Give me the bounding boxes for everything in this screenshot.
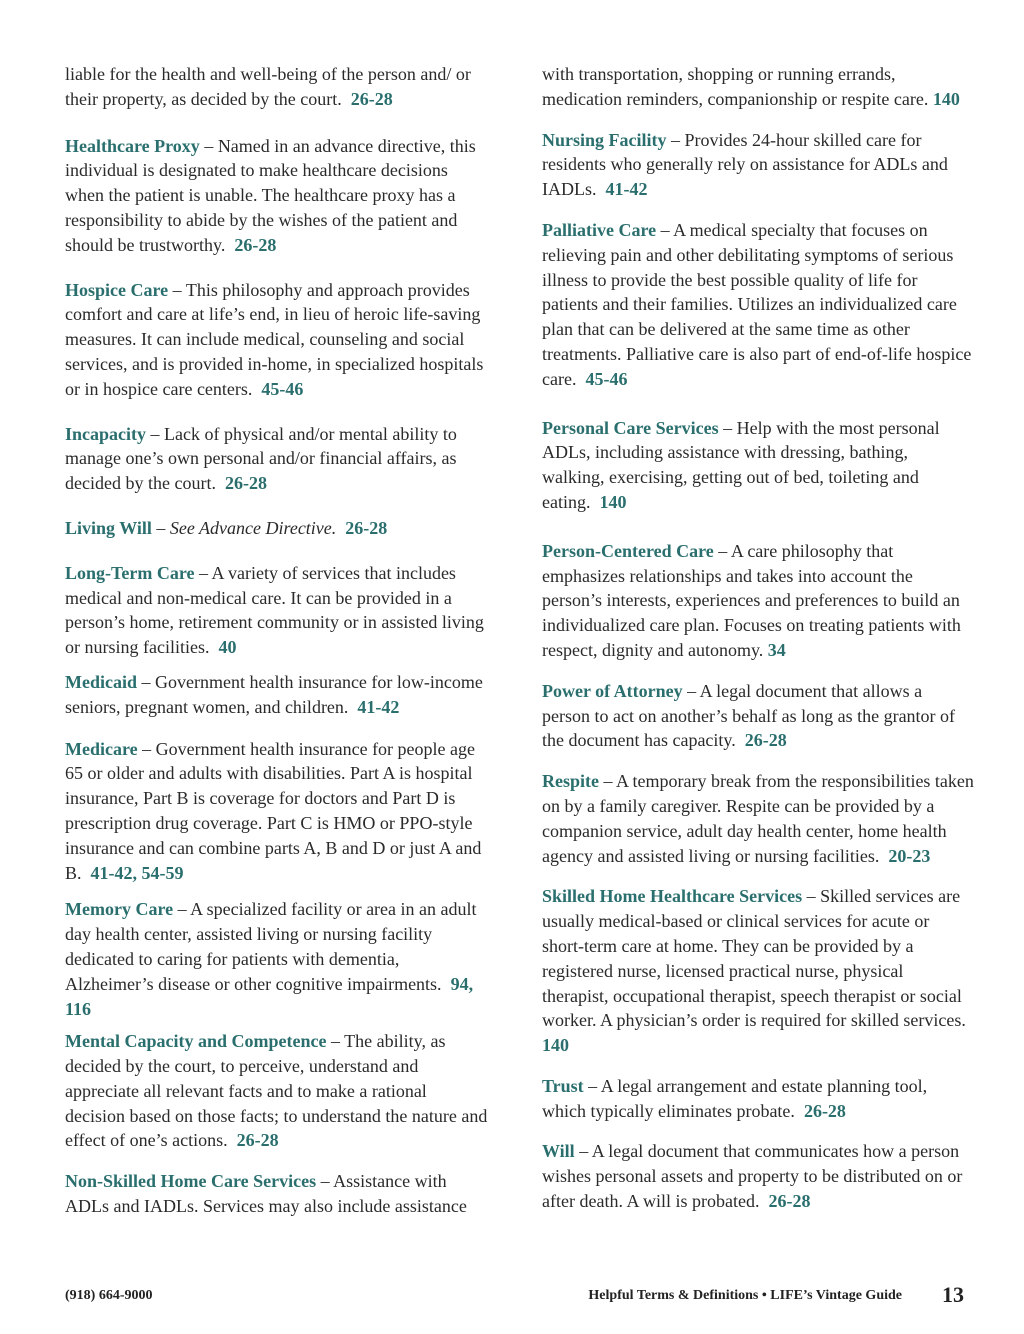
glossary-entry: Respite – A temporary break from the responsibilities taken on by a family caregiver. Respite can be provided by a companion service, adult day health center, home health agency and assisted living or nursing facilities. 20-23 (542, 771, 974, 866)
page-number: 13 (942, 1282, 964, 1307)
entry-text: Government health insurance for low-income seniors, pregnant women, and children. (65, 671, 483, 717)
term-title: Power of Attorney (542, 680, 683, 701)
term-title: Skilled Home Healthcare Services (542, 886, 803, 907)
entry-text: Help with the most personal ADLs, including assistance with dressing, bathing, walking, exercising, getting out of bed, toileting and eating. (542, 417, 940, 512)
page-reference: 26-28 (744, 730, 787, 751)
glossary-entry: Palliative Care – A medical specialty that focuses on relieving pain and other debilitating symptoms of serious illness to provide the best possible quality of life for patients and their families. Utilizes an individualized care plan that can be delivered at the same time as other treatments. Palliative care is also part of end-of-life hospice care. 45-46 (542, 219, 972, 389)
term-title: Personal Care Services (542, 417, 719, 438)
page-reference: 40 (218, 637, 237, 658)
term-title: Person-Centered Care (542, 540, 714, 561)
term-title: Mental Capacity and Competence (65, 1031, 327, 1052)
glossary-entry: Incapacity – Lack of physical and/or mental ability to manage one’s own personal and/or financial affairs, as decided by the court. 26-28 (65, 423, 457, 494)
page-reference: 34 (767, 639, 786, 660)
glossary-entry: Skilled Home Healthcare Services – Skilled services are usually medical-based or clinical services for acute or short-term care at home. They can be provided by a registered nurse, licensed practical nurse, physical therapist, occupational therapist, speech therapist or social worker. A physician’s order is required for skilled services. 140 (542, 886, 966, 1056)
page-reference: 45-46 (585, 368, 628, 389)
page-reference: 20-23 (888, 845, 931, 866)
entry-text: A medical specialty that focuses on relieving pain and other debilitating symptoms of serious illness to provide the best possible quality of life for patients and their families. Utilizes an individualized care plan that can be delivered at the same time as other treatments. Palliative care is also part of end-of-life hospice care. (542, 219, 972, 389)
term-title: Incapacity (65, 423, 146, 444)
entry-text: A temporary break from the responsibilities taken on by a family caregiver. Respite can be provided by a companion service, adult day health center, home health agency and assisted living or nursing facilities. (542, 771, 974, 866)
entry-text: A variety of services that includes medical and non-medical care. It can be provided in a person’s home, retirement community or in assisted living or nursing facilities. (65, 562, 484, 658)
term-title: Respite (542, 771, 599, 792)
term-title: Trust (542, 1075, 584, 1096)
entry-text: with transportation, shopping or running errands, medication reminders, companionship or respite care. (542, 64, 929, 109)
glossary-entry: Nursing Facility – Provides 24-hour skilled care for residents who generally rely on assistance for ADLs and IADLs. 41-42 (542, 129, 948, 200)
glossary-entry: Medicaid – Government health insurance for low-income seniors, pregnant women, and children. 41-42 (65, 671, 483, 717)
page-reference: 26-28 (224, 473, 267, 494)
term-title: Medicare (65, 738, 138, 759)
term-title: Memory Care (65, 899, 174, 920)
glossary-entry: Mental Capacity and Competence – The ability, as decided by the court, to perceive, understand and appreciate all relevant facts and to make a rational decision based on those facts; to understand the nature and effect of one’s actions. 26-28 (65, 1031, 488, 1151)
glossary-entry: Power of Attorney – A legal document that allows a person to act on another’s behalf as long as the grantor of the document has capacity. 26-28 (542, 680, 956, 751)
entry-text: Lack of physical and/or mental ability to manage one’s own personal and/or financial affairs, as decided by the court. (65, 423, 457, 494)
glossary-entry: Medicare – Government health insurance for people age 65 or older and adults with disabilities. Part A is hospital insurance, Part B is coverage for doctors and Part D is prescription drug coverage. Part C is HMO or PPO-style insurance and can combine parts A, B and D or just A and B. 41-42, 54-59 (65, 738, 482, 883)
page-reference: 45-46 (261, 378, 304, 399)
glossary-entry: Long-Term Care – A variety of services that includes medical and non-medical care. It can be provided in a person’s home, retirement community or in assisted living or nursing facilities. 40 (65, 562, 484, 658)
left-column (65, 62, 490, 1239)
page-reference: 26-28 (345, 517, 388, 538)
term-title: Will (542, 1141, 575, 1162)
glossary-entry (65, 62, 490, 112)
entry-text: A legal arrangement and estate planning tool, which typically eliminates probate. (542, 1075, 928, 1121)
entry-text: Government health insurance for people age 65 or older and adults with disabilities. Part A is hospital insurance, Part B is coverage for doctors and Part D is prescription drug coverage. Part C is HMO or PPO-style insurance and can combine parts A, B and D or just A and B. (65, 738, 482, 883)
glossary-entry: Living Will – See Advance Directive. 26-28 (65, 517, 388, 538)
entry-text: The ability, as decided by the court, to perceive, understand and appreciate all relevant facts and to make a rational decision based on those facts; to understand the nature and effect of one’s actions. (65, 1031, 488, 1151)
term-title: Medicaid (65, 671, 137, 692)
entry-text: Provides 24-hour skilled care for residents who generally rely on assistance for ADLs and IADLs. (542, 129, 948, 200)
page-reference: 140 (599, 491, 627, 512)
phone-number: (918) 664-9000 (65, 1288, 153, 1303)
page-reference: 41-42 (357, 696, 400, 717)
right-column (542, 62, 974, 1234)
page-reference: 94, 116 (65, 973, 474, 1019)
entry-text: Skilled services are usually medical-based or clinical services for acute or short-term care at home. They can be provided by a registered nurse, licensed practical nurse, physical therapist, occupational therapist, speech therapist or social worker. A physician’s order is required for skilled services. (542, 886, 966, 1031)
page-reference: 140 (542, 1035, 569, 1056)
glossary-entry: Hospice Care – This philosophy and approach provides comfort and care at life’s end, in lieu of heroic life-saving measures. It can include medical, counseling and social services, and is provided in-home, in specialized hospitals or in hospice care centers. 45-46 (65, 279, 484, 399)
glossary-entry: Person-Centered Care – A care philosophy that emphasizes relationships and takes into account the person’s interests, experiences and preferences to build an individualized care plan. Focuses on treating patients with respect, dignity and autonomy. 34 (542, 540, 961, 660)
term-title: Healthcare Proxy (65, 135, 200, 156)
glossary-entry: Non-Skilled Home Care Services – Assistance with ADLs and IADLs. Services may also include assistance (65, 1171, 467, 1217)
page-reference: 41-42 (605, 179, 648, 200)
entry-text: A care philosophy that emphasizes relationships and takes into account the person’s interests, experiences and preferences to build an individualized care plan. Focuses on treating patients with respect, dignity and autonomy. (542, 540, 961, 660)
entry-text: A legal document that communicates how a person wishes personal assets and property to be distributed on or after death. A will is probated. (542, 1141, 963, 1212)
glossary-entry: Healthcare Proxy – Named in an advance directive, this individual is designated to make healthcare decisions when the patient is unable. The healthcare proxy has a responsibility to abide by the wishes of the patient and should be trustworthy. 26-28 (65, 135, 476, 255)
term-title: Nursing Facility (542, 129, 667, 150)
entry-text: This philosophy and approach provides comfort and care at life’s end, in lieu of heroic life-saving measures. It can include medical, counseling and social services, and is provided in-home, in specialized hospitals or in hospice care centers. (65, 279, 484, 399)
page-footer (65, 1282, 964, 1310)
entry-text: A specialized facility or area in an adult day health center, assisted living or nursing facility dedicated to caring for patients with dementia, Alzheimer’s disease or other cognitive impairments. (65, 899, 477, 994)
term-title: Long-Term Care (65, 562, 195, 583)
glossary-entry: Memory Care – A specialized facility or area in an adult day health center, assisted living or nursing facility dedicated to caring for patients with dementia, Alzheimer’s disease or other cognitive impairments. 94, 116 (65, 899, 477, 1019)
page-reference: 41-42, 54-59 (90, 862, 184, 883)
page-reference: 140 (932, 88, 960, 109)
page-reference: 26-28 (236, 1130, 279, 1151)
entry-text: See Advance Directive. (169, 517, 337, 538)
page-reference: 26-28 (234, 234, 277, 255)
term-title: Hospice Care (65, 279, 169, 300)
term-title: Non-Skilled Home Care Services (65, 1171, 317, 1192)
glossary-entry: Personal Care Services – Help with the most personal ADLs, including assistance with dressing, bathing, walking, exercising, getting out of bed, toileting and eating. 140 (542, 417, 940, 512)
entry-text: Assistance with ADLs and IADLs. Services may also include assistance (65, 1171, 467, 1217)
page-reference: 26-28 (768, 1191, 811, 1212)
page-reference: 26-28 (350, 88, 393, 109)
entry-text: Named in an advance directive, this individual is designated to make healthcare decisions when the patient is unable. The healthcare proxy has a responsibility to abide by the wishes of the patient and should be trustworthy. (65, 135, 476, 255)
glossary-entry: Will – A legal document that communicates how a person wishes personal assets and property to be distributed on or after death. A will is probated. 26-28 (542, 1141, 963, 1212)
entry-text: A legal document that allows a person to act on another’s behalf as long as the grantor of the document has capacity. (542, 680, 956, 751)
glossary-entry: Trust – A legal arrangement and estate planning tool, which typically eliminates probate. 26-28 (542, 1075, 928, 1121)
glossary-entry (542, 62, 974, 112)
term-title: Living Will (65, 517, 152, 538)
guide-title: Helpful Terms & Definitions • LIFE’s Vintage Guide (588, 1288, 902, 1303)
page-reference: 26-28 (803, 1100, 846, 1121)
entry-text: liable for the health and well-being of the person and/ or their property, as decided by the court. (65, 64, 471, 109)
term-title: Palliative Care (542, 219, 657, 240)
